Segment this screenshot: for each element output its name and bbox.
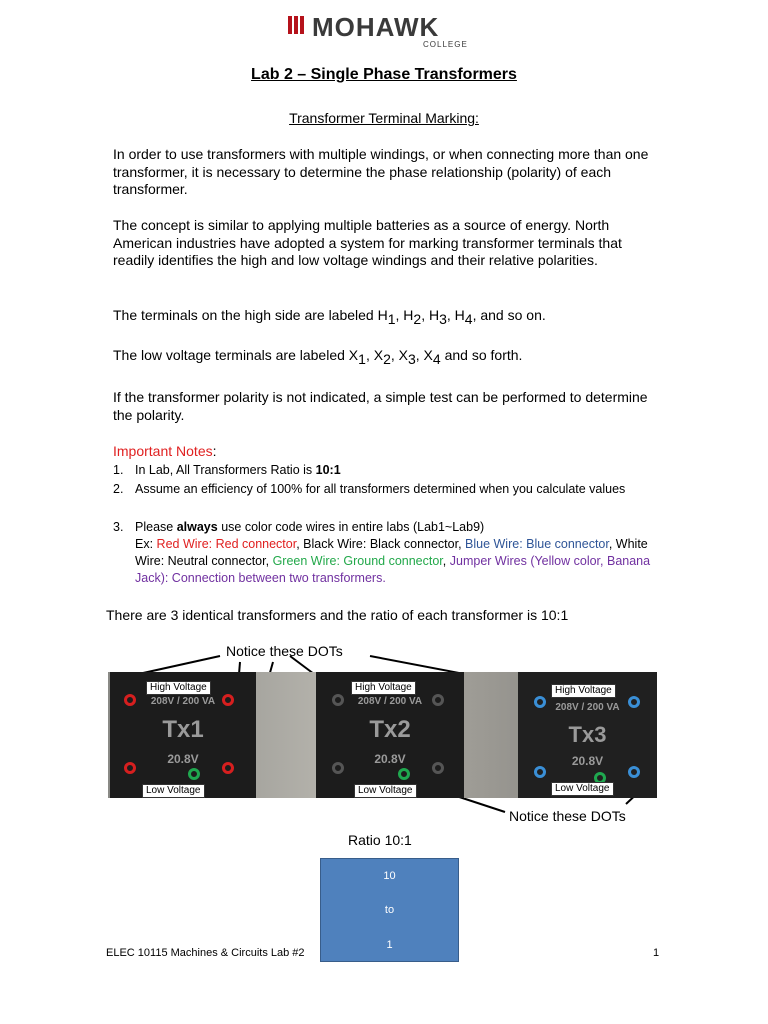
paragraph-low-side: The low voltage terminals are labeled $X_1$, $X_2$, $X_3$, $X_4$ and so forth.: [113, 347, 523, 367]
section-subtitle: Transformer Terminal Marking:: [289, 110, 479, 126]
page-title: Lab 2 – Single Phase Transformers: [251, 66, 517, 83]
tx2-ground-jack-icon: [398, 768, 410, 780]
tx1-label: Tx1: [162, 716, 204, 743]
note-2: 2. Assume an efficiency of 100% for all transformers determined when you calculate values: [113, 482, 626, 496]
tx3-rating: 208V / 200 VA: [555, 702, 620, 713]
notes-heading: Important Notes:: [113, 443, 217, 459]
tx1-ground-jack-icon: [188, 768, 200, 780]
logo-wordmark: MOHAWK: [312, 12, 440, 42]
footer-course: ELEC 10115 Machines & Circuits Lab #2: [106, 947, 305, 959]
tx1-x1-jack-icon: [124, 762, 136, 774]
paragraph-polarity-test: If the transformer polarity is not indicated, a simple test can be performed to determine the polarity.: [113, 389, 648, 423]
paragraph-high-side: The terminals on the high side are labeled $H_1$, $H_2$, $H_3$, $H_4$, and so on.: [113, 307, 546, 327]
tx3-h2-jack-icon: [628, 696, 640, 708]
callout-bottom: Notice these DOTs: [509, 808, 626, 824]
ratio-top: 10: [383, 870, 396, 882]
tx1-x2-jack-icon: [222, 762, 234, 774]
tx3-label: Tx3: [568, 722, 607, 747]
paragraph-concept: The concept is similar to applying multiple batteries as a source of energy. North American industries have adopted a system for marking transformer terminals that readily identifies the high and low voltage windings and their relative polarities.: [113, 217, 622, 268]
note-3: 3. Please always use color code wires in entire labs (Lab1~Lab9) Ex: Red Wire: Red connector, Black Wire: Black connector, Blue Wire: Blue connector, White Wire: Neutral connector, Green Wire: Ground connector, Jumper Wires (Yellow color, Banana Jack): Connection between two transformers.: [113, 520, 651, 585]
tx3-low-rating: 20.8V: [571, 754, 604, 768]
footer-page-number: 1: [653, 947, 660, 959]
ratio-mid: to: [384, 904, 395, 916]
tx2-x1-jack-icon: [332, 762, 344, 774]
identical-statement: There are 3 identical transformers and the ratio of each transformer is 10:1: [106, 607, 569, 623]
tx2-x2-jack-icon: [432, 762, 444, 774]
tx3-low-tag: Low Voltage: [551, 782, 614, 796]
ratio-label: Ratio 10:1: [348, 832, 412, 848]
tx1-low-rating: 20.8V: [167, 752, 199, 766]
ratio-box: [320, 858, 459, 962]
tx1-low-tag: Low Voltage: [142, 784, 205, 798]
logo-subtext: COLLEGE: [423, 40, 468, 49]
tx3-h1-jack-icon: [534, 696, 546, 708]
transformers-photo: [108, 672, 657, 798]
tx2-high-tag: High Voltage: [351, 681, 416, 695]
tx2-low-tag: Low Voltage: [354, 784, 417, 798]
tx3-x2-jack-icon: [628, 766, 640, 778]
tx1-rating: 208V / 200 VA: [150, 696, 216, 707]
tx1-h2-jack-icon: [222, 694, 234, 706]
tx1-high-tag: High Voltage: [146, 681, 211, 695]
tx2-low-rating: 20.8V: [374, 752, 406, 766]
callout-top: Notice these DOTs: [226, 643, 343, 659]
ratio-bottom: 1: [386, 939, 393, 951]
tx2-rating: 208V / 200 VA: [357, 696, 423, 707]
tx2-h1-jack-icon: [332, 694, 344, 706]
tx2-h2-jack-icon: [432, 694, 444, 706]
tx2-label: Tx2: [369, 716, 411, 743]
tx3-x1-jack-icon: [534, 766, 546, 778]
paragraph-intro: In order to use transformers with multiple windings, or when connecting more than one transformer, it is necessary to determine the phase relationship (polarity) of each transformer.: [113, 146, 649, 197]
tx3-high-tag: High Voltage: [551, 684, 616, 698]
note-1: 1. In Lab, All Transformers Ratio is 10:1: [113, 463, 341, 477]
tx1-h1-jack-icon: [124, 694, 136, 706]
